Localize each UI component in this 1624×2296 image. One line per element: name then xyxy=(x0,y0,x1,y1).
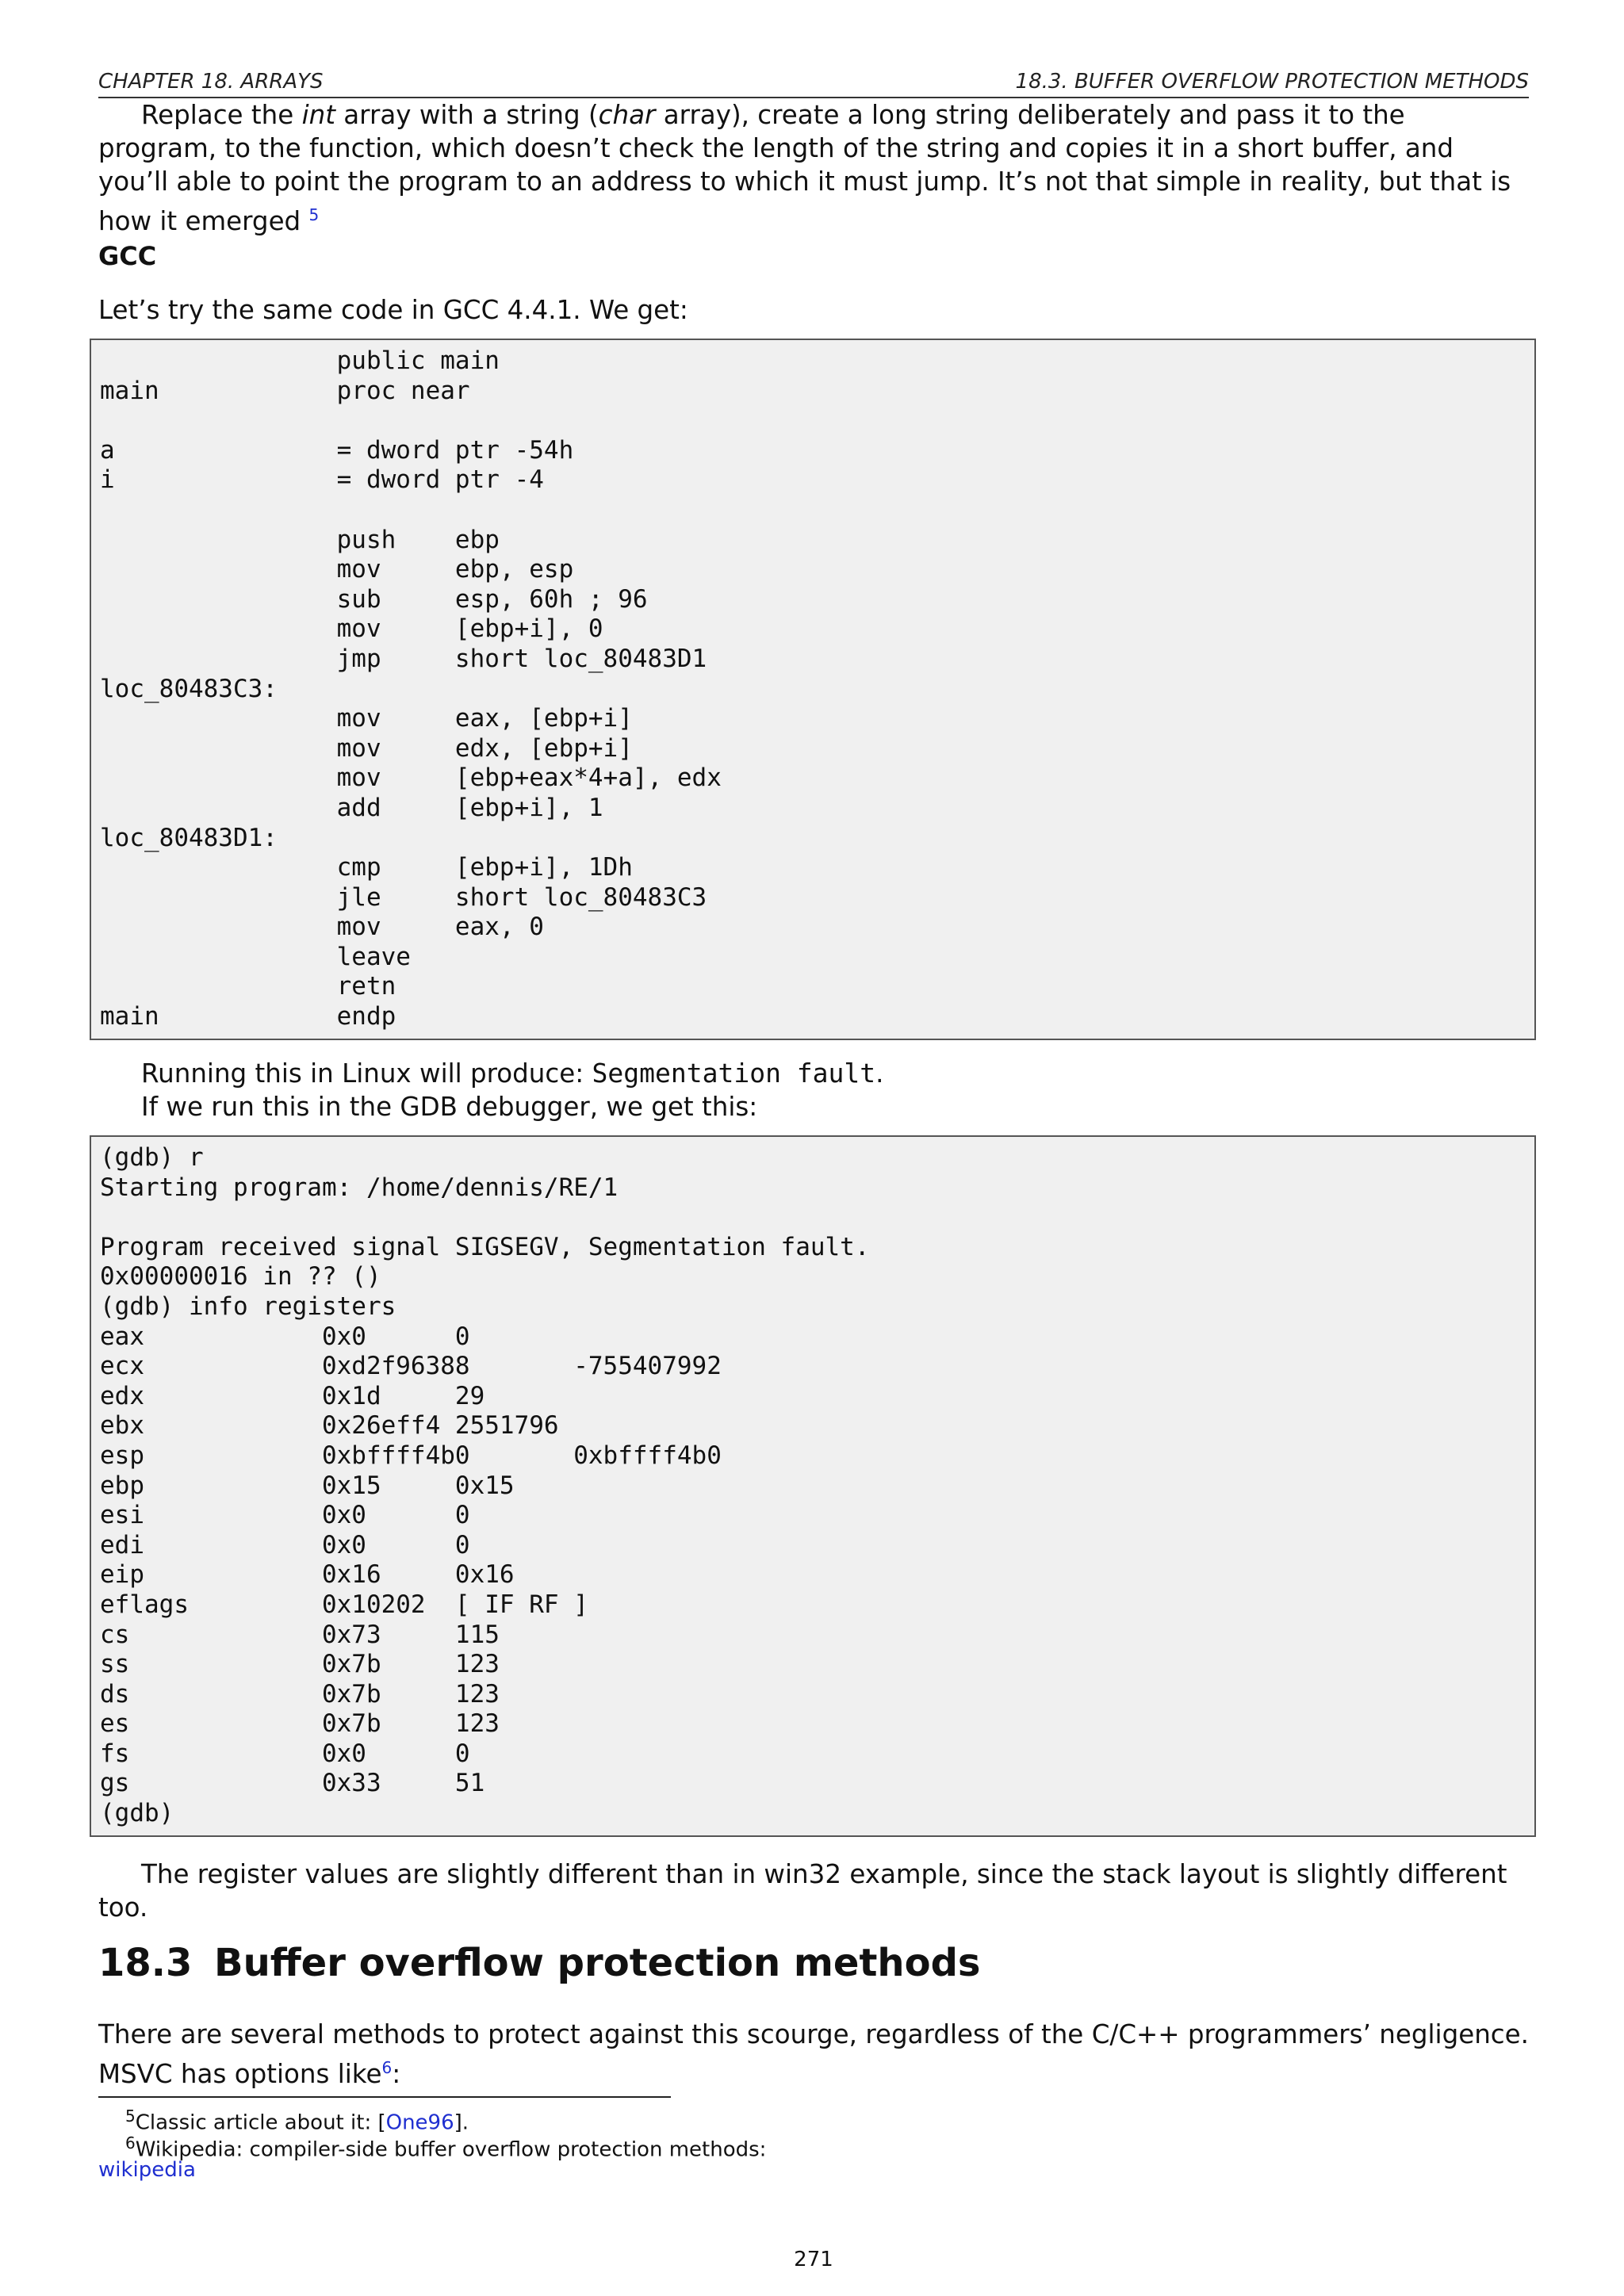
footnote-5-end: ]. xyxy=(454,2110,469,2135)
run-end: . xyxy=(875,1058,884,1089)
section-end: : xyxy=(392,2058,401,2089)
gdb-listing xyxy=(90,1135,1536,1837)
intro-em-int: int xyxy=(301,100,335,130)
section-title: Buffer overflow protection methods xyxy=(214,1941,981,1985)
footnote-6-text: Wikipedia: compiler-side buffer overflow protection methods: xyxy=(135,2137,767,2162)
run-paragraph xyxy=(98,1057,1529,1090)
gcc-heading: GCC xyxy=(98,241,157,271)
intro-text-3: array), create a long string deliberately and pass it to the program, to the function, which doesn’t check the length of the string and copies it in a short buffer, and you’ll able to point the program to an address to which it must jump. It’s not that simple in reality, but that is how it emerged xyxy=(98,100,1511,236)
gcc-code-listing xyxy=(90,339,1536,1040)
footnote-rule xyxy=(98,2096,671,2098)
footnote-6-num: 6 xyxy=(125,2133,136,2152)
gcc-code-text: public main main proc near a = dword ptr -54h i = dword ptr -4 push ebp mov ebp, esp sub esp, 60h ; 96 mov [ebp+i], 0 jmp short loc_80483D1 loc_80483C3: mov eax, [ebp+i] mov edx, [ebp+i] mov [ebp+eax*4+a], edx add [ebp+i], 1 loc_80483D1: cmp [ebp+i], 1Dh jle short loc_80483C3 mov eax, 0 leave retn main endp xyxy=(100,346,722,1031)
run-text: Running this in Linux will produce: xyxy=(141,1058,592,1089)
intro-text-2: array with a string ( xyxy=(335,100,599,130)
footnote-6-link[interactable]: wikipedia xyxy=(98,2158,196,2182)
footnote-5-text: Classic article about it: [ xyxy=(135,2110,386,2135)
section-number: 18.3 xyxy=(98,1941,193,1985)
gdb-text: (gdb) r Starting program: /home/dennis/RE/1 Program received signal SIGSEGV, Segmentation fault. 0x00000016 in ?? () (gdb) info registers eax 0x0 0 ecx 0xd2f96388 -755407992 edx 0x1d 29 ebx 0x26eff4 2551796 esp 0xbffff4b0 0xbffff4b0 ebp 0x15 0x15 esi 0x0 0 edi 0x0 0 eip 0x16 0x16 eflags 0x10202 [ IF RF ] cs 0x73 115 ss 0x7b 123 ds 0x7b 123 es 0x7b 123 fs 0x0 0 gs 0x33 51 (gdb) xyxy=(100,1143,870,1828)
gcc-intro: Let’s try the same code in GCC 4.4.1. We get: xyxy=(98,295,688,325)
footnote-ref-5[interactable]: 5 xyxy=(308,205,320,224)
footnote-ref-6[interactable]: 6 xyxy=(381,2058,393,2077)
section-paragraph xyxy=(98,2018,1529,2091)
section-text: There are several methods to protect against this scourge, regardless of the C/C++ programmers’ negligence. MSVC has options like xyxy=(98,2019,1529,2089)
footnote-6 xyxy=(125,2130,766,2164)
after-gdb-paragraph: The register values are slightly different than in win32 example, since the stack layout is slightly different too. xyxy=(98,1859,1507,1923)
page-number: 271 xyxy=(794,2248,833,2271)
header-chapter: CHAPTER 18. ARRAYS xyxy=(98,70,324,94)
intro-paragraph xyxy=(98,98,1529,238)
gdb-intro: If we run this in the GDB debugger, we get this: xyxy=(141,1092,758,1122)
footnote-5-link[interactable]: One96 xyxy=(385,2110,454,2135)
section-heading xyxy=(98,1941,981,1985)
intro-text-1: Replace the xyxy=(141,100,302,130)
header-section: 18.3. BUFFER OVERFLOW PROTECTION METHODS xyxy=(1015,70,1529,94)
segfault-code: Segmentation fault xyxy=(592,1058,876,1089)
footnote-5-num: 5 xyxy=(125,2107,136,2126)
running-header xyxy=(98,68,1529,98)
intro-em-char: char xyxy=(598,100,656,130)
